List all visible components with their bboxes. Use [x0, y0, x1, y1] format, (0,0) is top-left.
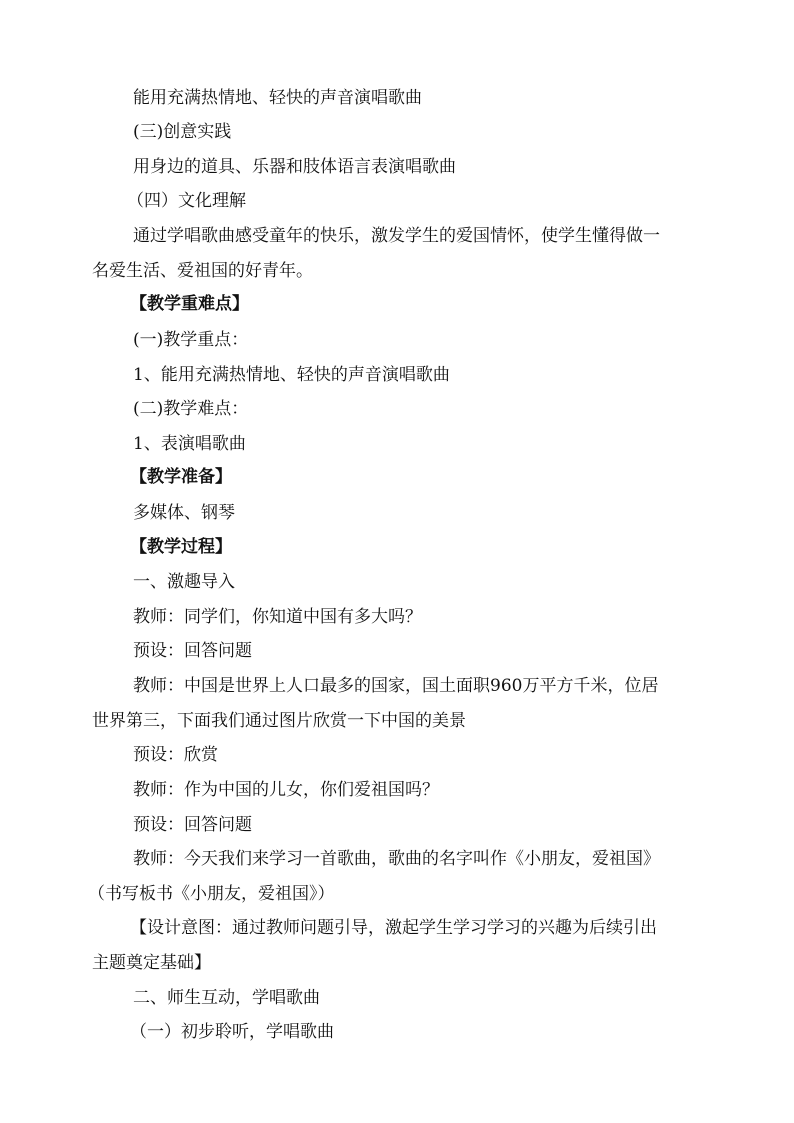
text-line: 世界第三，下面我们通过图片欣赏一下中国的美景	[92, 711, 466, 731]
bold-heading: 【教学过程】	[130, 537, 232, 557]
section-heading: (一)教学重点：	[133, 330, 249, 350]
text-line: 用身边的道具、乐器和肢体语言表演唱歌曲	[133, 157, 456, 177]
text-line: 教师：中国是世界上人口最多的国家，国土面职960万平方千米，位居	[133, 676, 659, 696]
text-line: 教师：作为中国的儿女，你们爱祖国吗？	[133, 780, 439, 800]
text-line: 通过学唱歌曲感受童年的快乐，激发学生的爱国情怀，使学生懂得做一	[133, 226, 660, 246]
text-line: 教师：今天我们来学习一首歌曲，歌曲的名字叫作《小朋友，爱祖国》	[133, 849, 660, 869]
text-line: 预设：回答问题	[133, 815, 252, 835]
section-heading: （一）初步聆听，学唱歌曲	[130, 1022, 334, 1042]
text-line: 能用充满热情地、轻快的声音演唱歌曲	[133, 88, 422, 108]
bold-heading: 【教学准备】	[130, 467, 232, 487]
text-line: 【设计意图：通过教师问题引导，激起学生学习学习的兴趣为后续引出	[130, 918, 657, 938]
text-line: 1、能用充满热情地、轻快的声音演唱歌曲	[133, 365, 450, 385]
section-heading: （四）文化理解	[127, 191, 246, 211]
text-line: 名爱生活、爱祖国的好青年。	[92, 261, 313, 281]
section-heading: (二)教学难点：	[133, 399, 249, 419]
text-line: （书写板书《小朋友，爱祖国》）	[88, 884, 335, 904]
text-line: 多媒体、钢琴	[133, 503, 235, 523]
text-line: 预设：回答问题	[133, 641, 252, 661]
text-line: 预设：欣赏	[133, 745, 218, 765]
section-heading: (三)创意实践	[133, 122, 232, 142]
text-line: 1、表演唱歌曲	[133, 434, 246, 454]
bold-heading: 【教学重难点】	[130, 294, 249, 314]
section-heading: 一、激趣导入	[133, 572, 235, 592]
section-heading: 二、师生互动，学唱歌曲	[133, 988, 320, 1008]
text-line: 教师：同学们，你知道中国有多大吗？	[133, 607, 422, 627]
text-line: 主题奠定基础】	[92, 953, 211, 973]
